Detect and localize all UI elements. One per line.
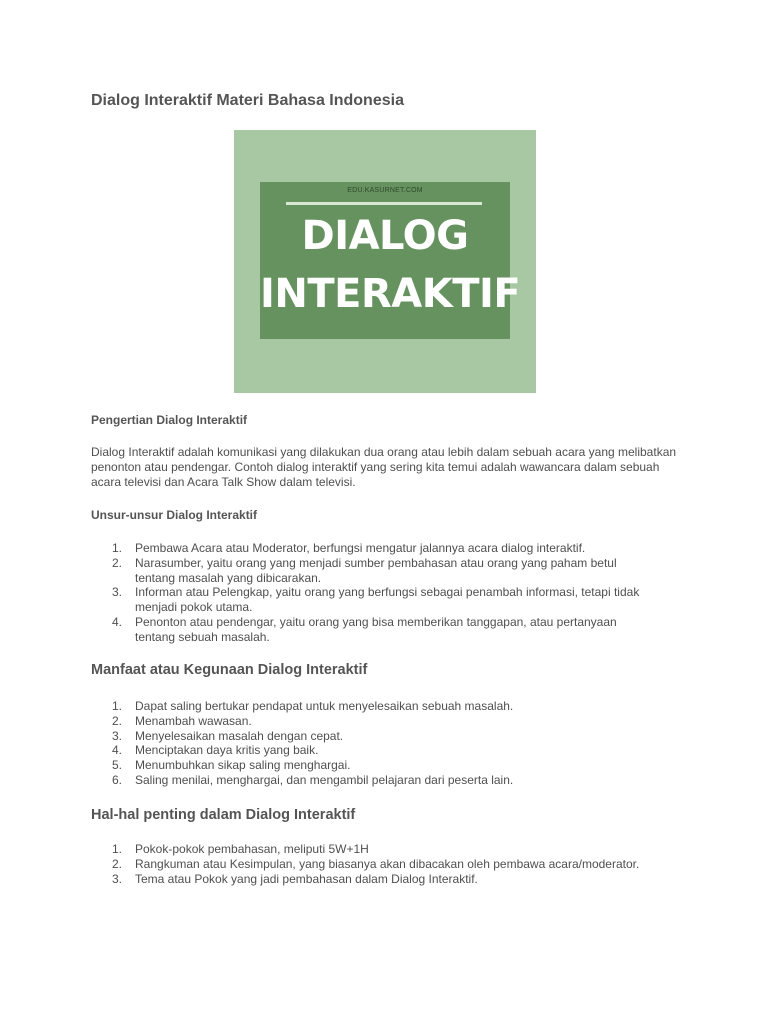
list-item (91, 699, 651, 714)
heading-unsur: Unsur-unsur Dialog Interaktif (91, 508, 258, 522)
hero-divider (286, 202, 482, 205)
hero-site-label: EDU.KASURNET.COM (347, 187, 423, 194)
list-item (91, 714, 651, 729)
list-item-number: 4. (112, 743, 123, 758)
list-item-number: 1. (112, 541, 123, 555)
list-item (91, 729, 651, 744)
list-item-number: 2. (112, 856, 123, 871)
list-item-text: Informan atau Pelengkap, yaitu orang yang berfungsi sebagai penambah informasi, tetapi tidak menjadi pokok utama. (135, 585, 640, 615)
list-item-text: Dapat saling bertukar pendapat untuk menyelesaikan sebuah masalah. (135, 699, 514, 713)
list-unsur (91, 541, 651, 645)
hero-title-line1: DIALOG (301, 213, 469, 259)
list-item-number: 3. (112, 585, 123, 600)
list-manfaat (91, 699, 651, 788)
list-item-text: Pokok-pokok pembahasan, meliputi 5W+1H (135, 842, 369, 856)
list-item-number: 5. (112, 758, 123, 773)
paragraph-pengertian: Dialog Interaktif adalah komunikasi yang dilakukan dua orang atau lebih dalam sebuah acara yang melibatkan penonton atau pendengar. Contoh dialog interaktif yang sering kita temui adalah wawancara dalam sebuah acara televisi dan Acara Talk Show dalam televisi. (91, 445, 677, 489)
list-item-text: Menyelesaikan masalah dengan cepat. (135, 728, 344, 743)
hero-image (234, 130, 536, 393)
list-item-text: Menciptakan daya kritis yang baik. (135, 743, 319, 758)
list-item-number: 2. (112, 713, 123, 728)
list-item-number: 1. (112, 699, 123, 713)
list-item-number: 2. (112, 555, 123, 570)
list-item (91, 615, 651, 645)
list-item (91, 758, 651, 773)
list-item-text: Narasumber, yaitu orang yang menjadi sumber pembahasan atau orang yang paham betul tentang masalah yang dibicarakan. (135, 555, 617, 585)
list-item (91, 773, 651, 788)
list-item-number: 3. (112, 728, 123, 743)
list-item (91, 857, 651, 872)
list-item-number: 1. (112, 842, 123, 856)
hero-title-line2: INTERAKTIF (260, 271, 521, 317)
list-item-text: Pembawa Acara atau Moderator, berfungsi mengatur jalannya acara dialog interaktif. (135, 541, 586, 555)
hero-card (260, 182, 521, 339)
list-item-number: 3. (112, 871, 123, 886)
heading-pengertian: Pengertian Dialog Interaktif (91, 413, 248, 427)
list-item (91, 872, 651, 887)
list-item-number: 4. (112, 614, 123, 629)
list-item (91, 556, 651, 586)
list-item-text: Penonton atau pendengar, yaitu orang yang bisa memberikan tanggapan, atau pertanyaan tentang sebuah masalah. (135, 614, 617, 644)
list-item-text: Rangkuman atau Kesimpulan, yang biasanya akan dibacakan oleh pembawa acara/moderator. (135, 856, 640, 871)
list-item (91, 842, 651, 857)
list-item-text: Saling menilai, menghargai, dan mengambil pelajaran dari peserta lain. (135, 772, 514, 787)
list-item-text: Menambah wawasan. (135, 713, 252, 728)
list-item-text: Menumbuhkan sikap saling menghargai. (135, 758, 351, 773)
heading-manfaat: Manfaat atau Kegunaan Dialog Interaktif (91, 662, 368, 678)
list-item (91, 743, 651, 758)
heading-hal-penting: Hal-hal penting dalam Dialog Interaktif (91, 807, 356, 823)
list-item (91, 541, 651, 556)
list-item-number: 6. (112, 772, 123, 787)
list-hal-penting (91, 842, 651, 886)
page-title: Dialog Interaktif Materi Bahasa Indonesia (91, 92, 404, 109)
list-item (91, 585, 651, 615)
list-item-text: Tema atau Pokok yang jadi pembahasan dalam Dialog Interaktif. (135, 871, 478, 886)
